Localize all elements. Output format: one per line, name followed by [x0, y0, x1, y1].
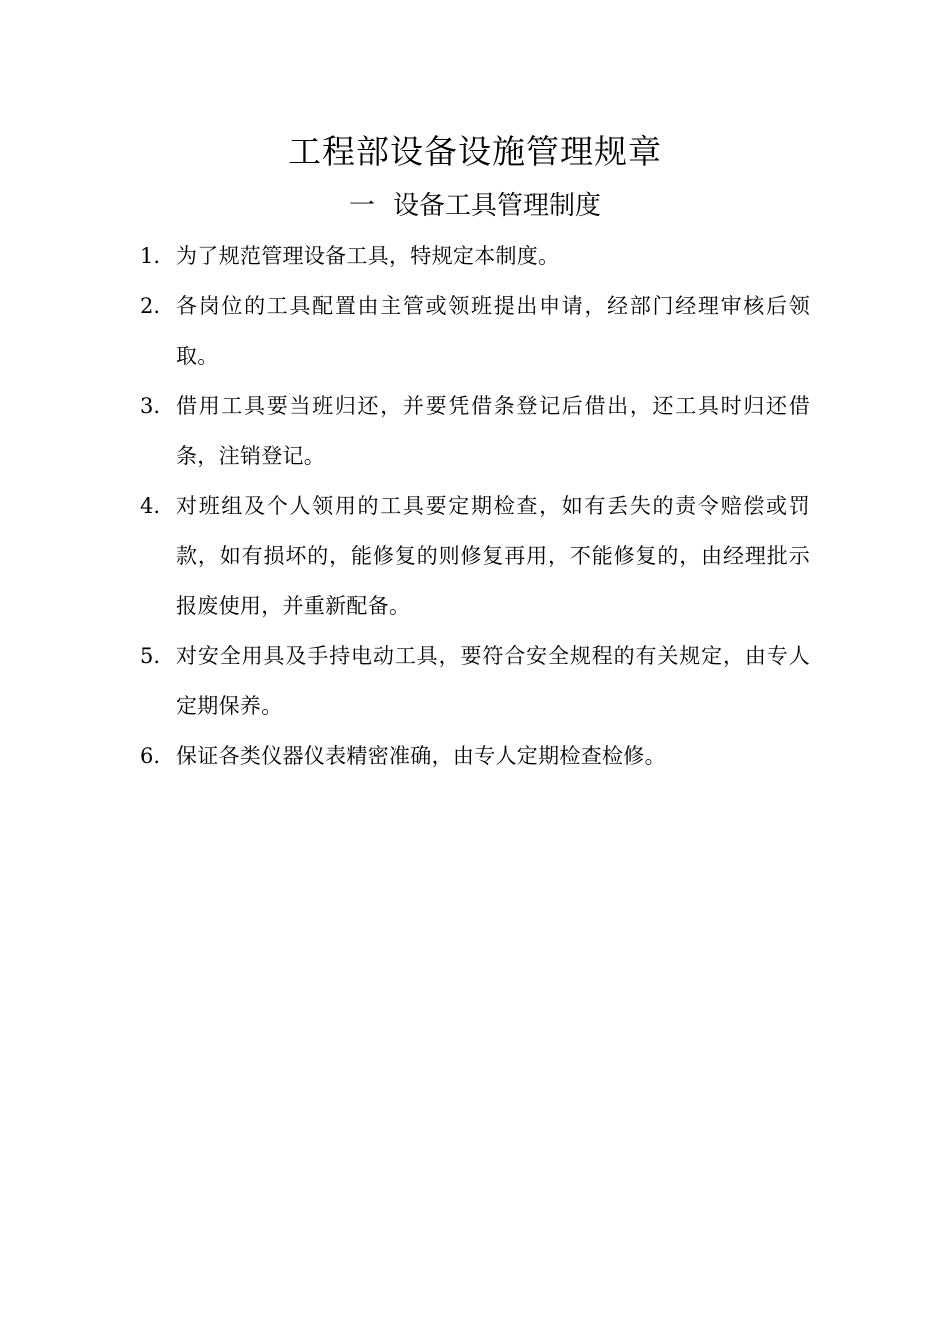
list-item [140, 481, 810, 631]
item-text: 借用工具要当班归还，并要凭借条登记后借出，还工具时归还借条，注销登记。 [176, 394, 810, 468]
item-text: 各岗位的工具配置由主管或领班提出申请，经部门经理审核后领取。 [176, 294, 810, 368]
list-item [140, 631, 810, 731]
item-number: 6. [140, 744, 161, 768]
item-number: 4. [140, 494, 161, 518]
list-item [140, 281, 810, 381]
document-title: 工程部设备设施管理规章 [288, 132, 662, 171]
item-text: 为了规范管理设备工具，特规定本制度。 [176, 244, 560, 268]
item-text: 对安全用具及手持电动工具，要符合安全规程的有关规定，由专人定期保养。 [176, 644, 810, 718]
item-number: 5. [140, 644, 161, 668]
item-text: 保证各类仪器仪表精密准确，由专人定期检查检修。 [176, 744, 666, 768]
section-number: 一 [348, 191, 375, 221]
item-number: 1. [140, 244, 161, 268]
section-title: 设备工具管理制度 [393, 191, 602, 221]
rules-list [140, 231, 810, 781]
item-number: 2. [140, 294, 161, 318]
item-text: 对班组及个人领用的工具要定期检查，如有丢失的责令赔偿或罚款，如有损坏的，能修复的则修复再用，不能修复的，由经理批示报废使用，并重新配备。 [176, 494, 810, 618]
list-item [140, 231, 810, 281]
item-number: 3. [140, 394, 161, 418]
section-heading [0, 186, 950, 226]
list-item [140, 381, 810, 481]
list-item [140, 731, 810, 781]
